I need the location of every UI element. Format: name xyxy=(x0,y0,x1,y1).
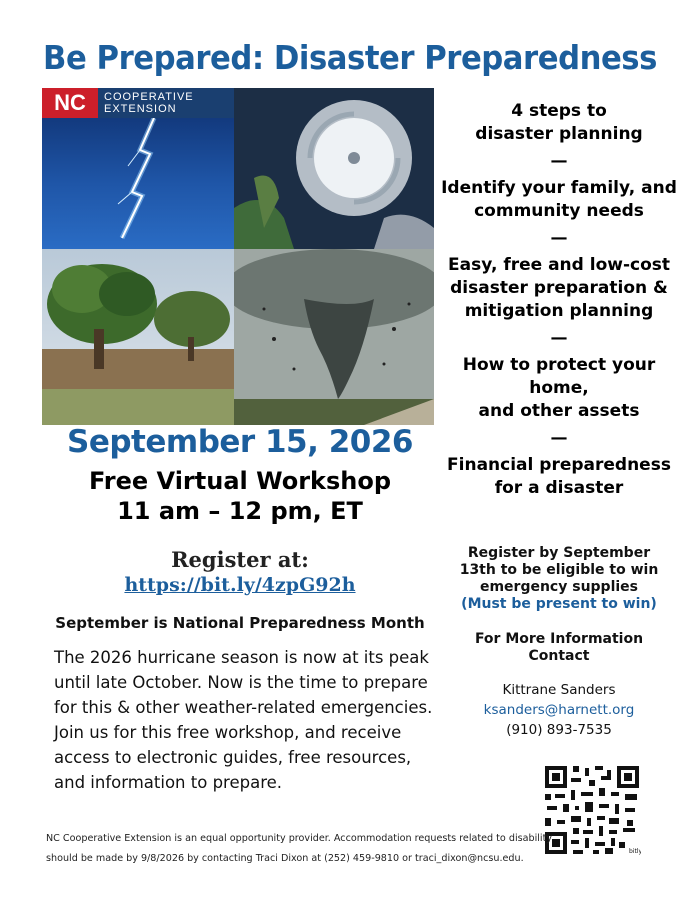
raffle-line: 13th to be eligible to win xyxy=(459,562,659,578)
footer-disclaimer xyxy=(46,829,646,869)
nc-cooperative-extension-logo xyxy=(42,88,234,118)
event-time: 11 am – 12 pm, ET xyxy=(117,497,363,525)
lightning-photo xyxy=(42,88,234,249)
divider: — xyxy=(550,328,568,348)
description-line: access to electronic guides, free resources, xyxy=(54,748,412,767)
more-info-heading xyxy=(436,631,682,665)
logo-line1: COOPERATIVE xyxy=(104,91,194,103)
step-line: disaster preparation & xyxy=(450,278,668,298)
description-line: The 2026 hurricane season is now at its peak xyxy=(54,648,429,667)
tornado-photo xyxy=(234,249,434,425)
step-protect-home xyxy=(436,354,682,423)
contact-details xyxy=(436,680,682,740)
step-line: community needs xyxy=(474,201,644,221)
logo-nc-mark: NC xyxy=(42,88,98,118)
raffle-line: Register by September xyxy=(467,545,651,561)
contact-name: Kittrane Sanders xyxy=(502,682,616,698)
step-line: mitigation planning xyxy=(464,301,654,321)
flood-tree-photo xyxy=(42,249,234,425)
steps-heading xyxy=(436,100,682,146)
qr-caption: bitly xyxy=(629,848,641,855)
page-title: Be Prepared: Disaster Preparedness xyxy=(43,38,657,77)
disaster-photo-collage xyxy=(42,88,434,425)
divider: — xyxy=(550,151,568,171)
event-details xyxy=(40,466,440,526)
step-line: Easy, free and low-cost xyxy=(447,255,671,275)
contact-email-link[interactable]: ksanders@harnett.org xyxy=(483,702,635,718)
step-line: How to protect your home, xyxy=(462,355,656,398)
register-label: Register at: xyxy=(171,547,309,572)
steps-heading-line: 4 steps to xyxy=(511,101,607,121)
step-line: and other assets xyxy=(478,401,640,421)
footer-line: NC Cooperative Extension is an equal opportunity provider. Accommodation requests related to disability xyxy=(46,833,553,844)
step-line: for a disaster xyxy=(494,478,624,498)
raffle-line: emergency supplies xyxy=(479,579,639,595)
more-info-line: Contact xyxy=(528,648,590,664)
step-line: Financial preparedness xyxy=(447,455,671,475)
planning-steps xyxy=(436,100,682,500)
step-line: Identify your family, and xyxy=(441,178,677,198)
description-paragraph xyxy=(54,645,454,795)
description-line: for this & other weather-related emergencies. xyxy=(54,698,433,717)
footer-line: should be made by 9/8/2026 by contacting Traci Dixon at (252) 459-9810 or traci_dixon@ncsu.edu. xyxy=(46,853,524,864)
logo-wordmark xyxy=(98,91,194,115)
step-financial-preparedness xyxy=(436,454,682,500)
description-line: and information to prepare. xyxy=(54,773,283,792)
hurricane-satellite-photo xyxy=(234,88,434,249)
step-mitigation-planning xyxy=(436,254,682,323)
steps-heading-line: disaster planning xyxy=(475,124,643,144)
divider: — xyxy=(550,428,568,448)
register-link[interactable]: https://bit.ly/4zpG92h xyxy=(124,574,356,596)
description-line: Join us for this free workshop, and receive xyxy=(54,723,402,742)
raffle-notice xyxy=(436,545,682,613)
contact-phone: (910) 893-7535 xyxy=(506,722,612,738)
preparedness-month-heading: September is National Preparedness Month xyxy=(55,614,425,632)
description-line: until late October. Now is the time to prepare xyxy=(54,673,428,692)
event-date: September 15, 2026 xyxy=(67,424,413,460)
step-family-needs xyxy=(436,177,682,223)
logo-line2: EXTENSION xyxy=(104,103,177,115)
divider: — xyxy=(550,228,568,248)
raffle-condition: (Must be present to win) xyxy=(461,596,657,612)
more-info-line: For More Information xyxy=(474,631,644,647)
event-type: Free Virtual Workshop xyxy=(88,467,392,495)
